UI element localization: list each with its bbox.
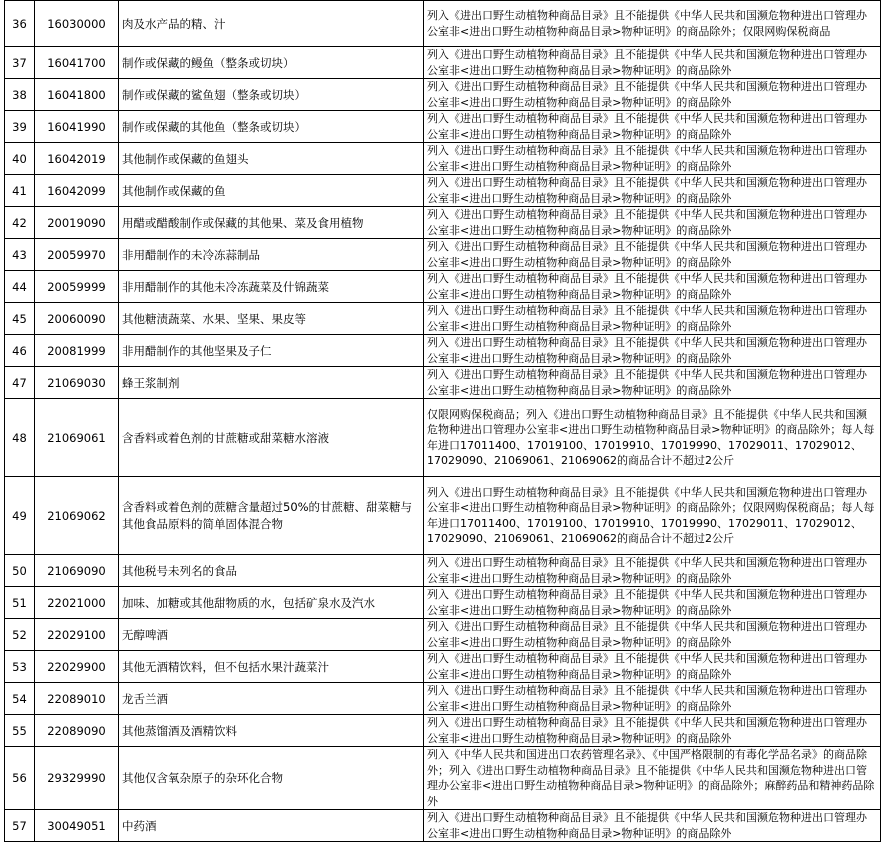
tariff-code: 16041990 — [35, 111, 119, 143]
tariff-code: 22029900 — [35, 651, 119, 683]
tariff-code: 22021000 — [35, 587, 119, 619]
tariff-code: 22029100 — [35, 619, 119, 651]
tariff-code: 16041800 — [35, 79, 119, 111]
tariff-code: 20059970 — [35, 239, 119, 271]
remark: 列入《进出口野生动植物种商品目录》且不能提供《中华人民共和国濒危物种进出口管理办公室非<进出口野生动植物种商品目录>物种证明》的商品除外 — [424, 239, 881, 271]
row-number: 48 — [5, 399, 35, 477]
remark: 列入《进出口野生动植物种商品目录》且不能提供《中华人民共和国濒危物种进出口管理办公室非<进出口野生动植物种商品目录>物种证明》的商品除外 — [424, 111, 881, 143]
table-row — [5, 367, 881, 399]
table-row — [5, 399, 881, 477]
row-number: 41 — [5, 175, 35, 207]
row-number: 42 — [5, 207, 35, 239]
remark: 列入《进出口野生动植物种商品目录》且不能提供《中华人民共和国濒危物种进出口管理办公室非<进出口野生动植物种商品目录>物种证明》的商品除外 — [424, 367, 881, 399]
tariff-code: 21069062 — [35, 477, 119, 555]
goods-name: 其他制作或保藏的鱼翅头 — [119, 143, 424, 175]
tariff-code: 30049051 — [35, 810, 119, 842]
table-row — [5, 79, 881, 111]
row-number: 38 — [5, 79, 35, 111]
goods-name: 其他糖渍蔬菜、水果、坚果、果皮等 — [119, 303, 424, 335]
table-row — [5, 619, 881, 651]
row-number: 57 — [5, 810, 35, 842]
goods-name: 其他税号未列名的食品 — [119, 555, 424, 587]
row-number: 56 — [5, 747, 35, 810]
remark: 列入《进出口野生动植物种商品目录》且不能提供《中华人民共和国濒危物种进出口管理办公室非<进出口野生动植物种商品目录>物种证明》的商品除外 — [424, 587, 881, 619]
remark: 列入《进出口野生动植物种商品目录》且不能提供《中华人民共和国濒危物种进出口管理办公室非<进出口野生动植物种商品目录>物种证明》的商品除外 — [424, 79, 881, 111]
row-number: 50 — [5, 555, 35, 587]
table-row — [5, 683, 881, 715]
tariff-code: 16041700 — [35, 47, 119, 79]
table-row — [5, 175, 881, 207]
row-number: 37 — [5, 47, 35, 79]
row-number: 43 — [5, 239, 35, 271]
goods-name: 无醇啤酒 — [119, 619, 424, 651]
table-row — [5, 587, 881, 619]
row-number: 52 — [5, 619, 35, 651]
row-number: 36 — [5, 1, 35, 47]
goods-name: 制作或保藏的鲨鱼翅（整条或切块） — [119, 79, 424, 111]
remark: 仅限网购保税商品；列入《进出口野生动植物种商品目录》且不能提供《中华人民共和国濒危物种进出口管理办公室非<进出口野生动植物种商品目录>物种证明》的商品除外；每人每年进口17011400、17019100、17019910、17019990、17029011、17029012、17029090、21069061、21069062的商品合计不超过2公斤 — [424, 399, 881, 477]
row-number: 51 — [5, 587, 35, 619]
tariff-code: 16042019 — [35, 143, 119, 175]
row-number: 53 — [5, 651, 35, 683]
tariff-code: 20019090 — [35, 207, 119, 239]
goods-name: 制作或保藏的鳗鱼（整条或切块） — [119, 47, 424, 79]
remark: 列入《进出口野生动植物种商品目录》且不能提供《中华人民共和国濒危物种进出口管理办公室非<进出口野生动植物种商品目录>物种证明》的商品除外 — [424, 715, 881, 747]
table-row — [5, 47, 881, 79]
goods-name: 其他蒸馏酒及酒精饮料 — [119, 715, 424, 747]
tariff-code: 29329990 — [35, 747, 119, 810]
tariff-code: 20060090 — [35, 303, 119, 335]
goods-name: 肉及水产品的精、汁 — [119, 1, 424, 47]
row-number: 55 — [5, 715, 35, 747]
remark: 列入《进出口野生动植物种商品目录》且不能提供《中华人民共和国濒危物种进出口管理办公室非<进出口野生动植物种商品目录>物种证明》的商品除外 — [424, 143, 881, 175]
row-number: 39 — [5, 111, 35, 143]
table-row — [5, 555, 881, 587]
table-row — [5, 111, 881, 143]
goods-name: 用醋或醋酸制作或保藏的其他果、菜及食用植物 — [119, 207, 424, 239]
remark: 列入《进出口野生动植物种商品目录》且不能提供《中华人民共和国濒危物种进出口管理办公室非<进出口野生动植物种商品目录>物种证明》的商品除外 — [424, 303, 881, 335]
table-row — [5, 207, 881, 239]
tariff-code: 16030000 — [35, 1, 119, 47]
remark: 列入《中华人民共和国进出口农药管理名录》、《中国严格限制的有毒化学品名录》的商品除外；列入《进出口野生动植物种商品目录》且不能提供《中华人民共和国濒危物种进出口管理办公室非<进出口野生动植物种商品目录>物种证明》的商品除外；麻醉药品和精神药品除外 — [424, 747, 881, 810]
tariff-code: 16042099 — [35, 175, 119, 207]
table-row — [5, 477, 881, 555]
goods-name: 中药酒 — [119, 810, 424, 842]
row-number: 49 — [5, 477, 35, 555]
tariff-code: 20081999 — [35, 335, 119, 367]
table-body — [5, 1, 881, 842]
remark: 列入《进出口野生动植物种商品目录》且不能提供《中华人民共和国濒危物种进出口管理办公室非<进出口野生动植物种商品目录>物种证明》的商品除外 — [424, 207, 881, 239]
table-row — [5, 747, 881, 810]
remark: 列入《进出口野生动植物种商品目录》且不能提供《中华人民共和国濒危物种进出口管理办公室非<进出口野生动植物种商品目录>物种证明》的商品除外 — [424, 175, 881, 207]
goods-name: 其他无酒精饮料，但不包括水果汁蔬菜汁 — [119, 651, 424, 683]
table-row — [5, 271, 881, 303]
row-number: 46 — [5, 335, 35, 367]
goods-name: 蜂王浆制剂 — [119, 367, 424, 399]
remark: 列入《进出口野生动植物种商品目录》且不能提供《中华人民共和国濒危物种进出口管理办公室非<进出口野生动植物种商品目录>物种证明》的商品除外 — [424, 810, 881, 842]
goods-name: 含香料或着色剂的蔗糖含量超过50%的甘蔗糖、甜菜糖与其他食品原料的简单固体混合物 — [119, 477, 424, 555]
table-row — [5, 143, 881, 175]
goods-name: 非用醋制作的未冷冻蒜制品 — [119, 239, 424, 271]
table-row — [5, 335, 881, 367]
table-row — [5, 715, 881, 747]
row-number: 47 — [5, 367, 35, 399]
remark: 列入《进出口野生动植物种商品目录》且不能提供《中华人民共和国濒危物种进出口管理办公室非<进出口野生动植物种商品目录>物种证明》的商品除外；仅限网购保税商品；每人每年进口17011400、17019100、17019910、17019990、17029011、17029012、17029090、21069061、21069062的商品合计不超过2公斤 — [424, 477, 881, 555]
tariff-code: 20059999 — [35, 271, 119, 303]
table-row — [5, 303, 881, 335]
row-number: 40 — [5, 143, 35, 175]
goods-name: 加味、加糖或其他甜物质的水，包括矿泉水及汽水 — [119, 587, 424, 619]
goods-name: 龙舌兰酒 — [119, 683, 424, 715]
goods-name: 其他仅含氧杂原子的杂环化合物 — [119, 747, 424, 810]
remark: 列入《进出口野生动植物种商品目录》且不能提供《中华人民共和国濒危物种进出口管理办公室非<进出口野生动植物种商品目录>物种证明》的商品除外 — [424, 47, 881, 79]
table-row — [5, 810, 881, 842]
goods-name: 含香料或着色剂的甘蔗糖或甜菜糖水溶液 — [119, 399, 424, 477]
goods-name: 其他制作或保藏的鱼 — [119, 175, 424, 207]
goods-list-table — [4, 0, 881, 842]
row-number: 54 — [5, 683, 35, 715]
tariff-code: 22089090 — [35, 715, 119, 747]
remark: 列入《进出口野生动植物种商品目录》且不能提供《中华人民共和国濒危物种进出口管理办公室非<进出口野生动植物种商品目录>物种证明》的商品除外 — [424, 683, 881, 715]
table-row — [5, 239, 881, 271]
tariff-code: 21069090 — [35, 555, 119, 587]
remark: 列入《进出口野生动植物种商品目录》且不能提供《中华人民共和国濒危物种进出口管理办公室非<进出口野生动植物种商品目录>物种证明》的商品除外 — [424, 271, 881, 303]
remark: 列入《进出口野生动植物种商品目录》且不能提供《中华人民共和国濒危物种进出口管理办公室非<进出口野生动植物种商品目录>物种证明》的商品除外 — [424, 651, 881, 683]
remark: 列入《进出口野生动植物种商品目录》且不能提供《中华人民共和国濒危物种进出口管理办公室非<进出口野生动植物种商品目录>物种证明》的商品除外 — [424, 555, 881, 587]
row-number: 45 — [5, 303, 35, 335]
goods-name: 制作或保藏的其他鱼（整条或切块） — [119, 111, 424, 143]
remark: 列入《进出口野生动植物种商品目录》且不能提供《中华人民共和国濒危物种进出口管理办公室非<进出口野生动植物种商品目录>物种证明》的商品除外 — [424, 619, 881, 651]
tariff-code: 21069030 — [35, 367, 119, 399]
tariff-code: 21069061 — [35, 399, 119, 477]
row-number: 44 — [5, 271, 35, 303]
remark: 列入《进出口野生动植物种商品目录》且不能提供《中华人民共和国濒危物种进出口管理办公室非<进出口野生动植物种商品目录>物种证明》的商品除外；仅限网购保税商品 — [424, 1, 881, 47]
remark: 列入《进出口野生动植物种商品目录》且不能提供《中华人民共和国濒危物种进出口管理办公室非<进出口野生动植物种商品目录>物种证明》的商品除外 — [424, 335, 881, 367]
table-row — [5, 1, 881, 47]
table-row — [5, 651, 881, 683]
tariff-code: 22089010 — [35, 683, 119, 715]
goods-name: 非用醋制作的其他坚果及子仁 — [119, 335, 424, 367]
goods-name: 非用醋制作的其他未冷冻蔬菜及什锦蔬菜 — [119, 271, 424, 303]
